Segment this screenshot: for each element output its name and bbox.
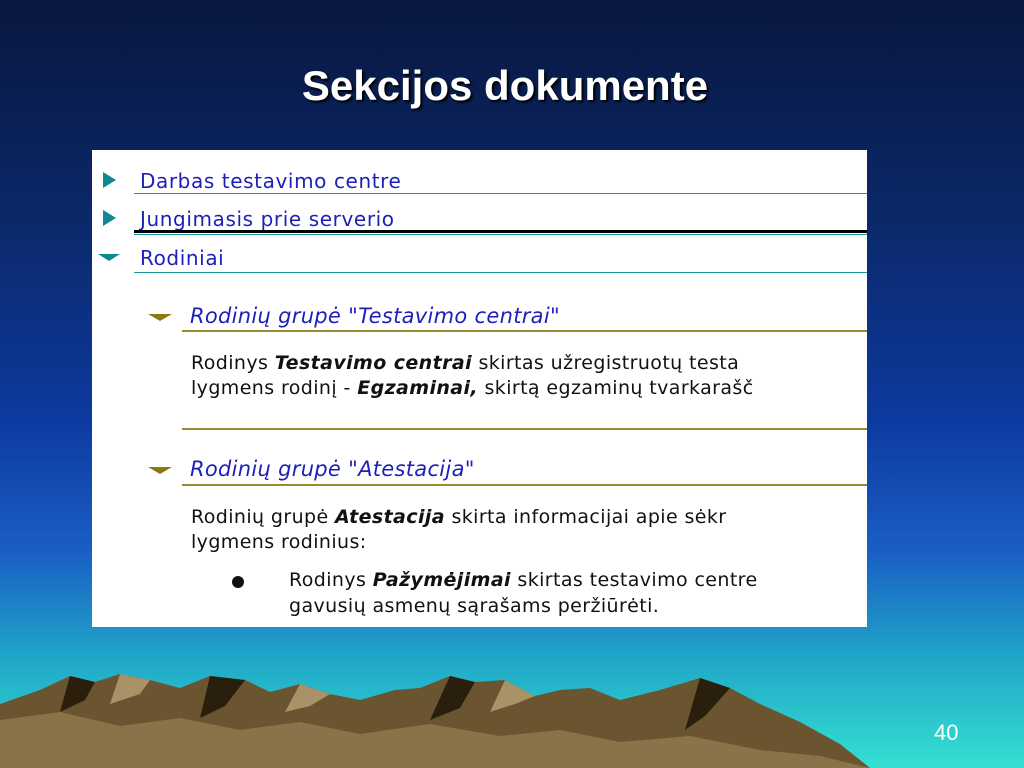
text-run: skirtas testavimo centre	[510, 569, 758, 591]
group-divider	[182, 330, 867, 332]
emphasis-text: Egzaminai,	[357, 377, 479, 399]
section-label[interactable]: Darbas testavimo centre	[140, 169, 402, 193]
bullet-text-line	[289, 568, 867, 593]
bullet-text-line: gavusių asmenų sąrašams peržiūrėti.	[289, 595, 660, 617]
section-divider	[134, 193, 867, 194]
text-run: skirta informacijai apie sėkr	[445, 506, 727, 528]
group-label-testavimo-centrai[interactable]: Rodinių grupė "Testavimo centrai"	[190, 304, 560, 328]
group-divider	[182, 484, 867, 486]
text-run: skirtą egzaminų tvarkarašč	[478, 377, 754, 399]
emphasis-text: Atestacija	[335, 506, 445, 528]
section-row-darbas[interactable]	[92, 163, 867, 197]
text-run: lygmens rodinį -	[191, 377, 358, 399]
group-paragraph-line	[191, 530, 867, 555]
text-run: Rodinys	[289, 569, 373, 591]
bullet-icon	[232, 576, 244, 588]
section-divider	[134, 230, 867, 233]
text-run: Rodinys	[191, 352, 275, 374]
section-label[interactable]: Jungimasis prie serverio	[140, 207, 395, 231]
mountains-decoration	[0, 660, 1024, 768]
emphasis-text: Testavimo centrai	[274, 352, 472, 374]
text-run: Rodinių grupė	[191, 506, 336, 528]
section-divider	[134, 234, 867, 235]
group-paragraph-line	[191, 505, 867, 530]
section-row-rodiniai[interactable]	[92, 240, 867, 274]
section-label[interactable]: Rodiniai	[140, 246, 225, 270]
document-screenshot	[92, 150, 867, 627]
text-run: lygmens rodinius:	[191, 531, 367, 553]
emphasis-text: Pažymėjimai	[372, 569, 511, 591]
page-number: 40	[934, 720, 959, 745]
group-paragraph-line	[191, 376, 867, 401]
group-label-atestacija[interactable]: Rodinių grupė "Atestacija"	[190, 457, 475, 481]
group-paragraph-line	[191, 351, 867, 376]
triangle-down-icon[interactable]	[148, 467, 172, 474]
triangle-down-icon[interactable]	[98, 254, 120, 261]
section-divider	[134, 272, 867, 273]
text-run: skirtas užregistruotų testa	[472, 352, 740, 374]
triangle-right-icon[interactable]	[103, 172, 116, 188]
group-divider	[182, 428, 867, 430]
triangle-right-icon[interactable]	[103, 210, 116, 226]
slide-title: Sekcijos dokumente	[301, 62, 709, 109]
triangle-down-icon[interactable]	[148, 314, 172, 321]
